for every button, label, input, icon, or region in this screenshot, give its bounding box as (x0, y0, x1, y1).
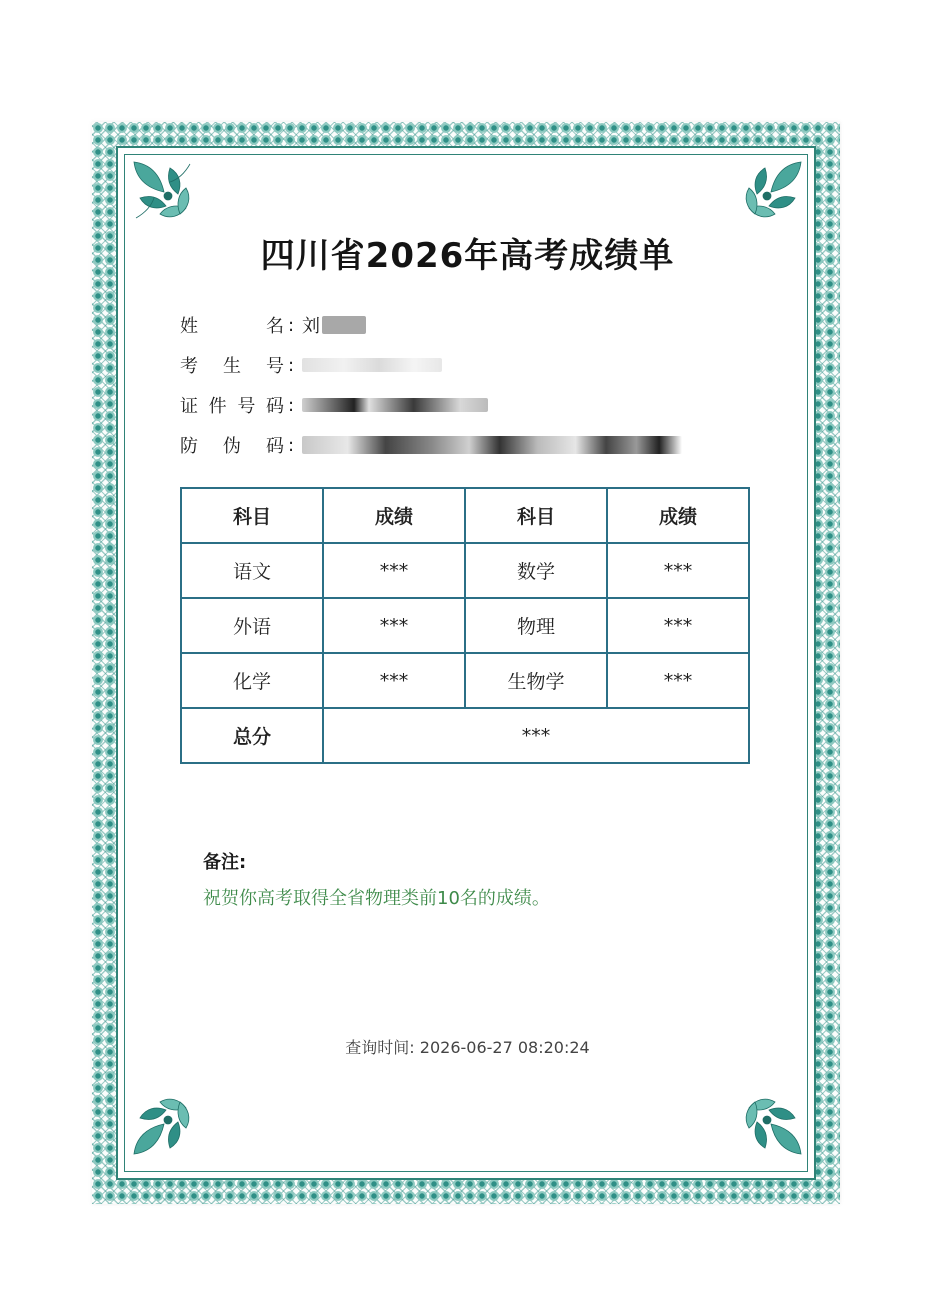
subject-cell: 外语 (181, 598, 323, 653)
total-score-cell: *** (323, 708, 749, 763)
subject-cell: 物理 (465, 598, 607, 653)
query-time-label: 查询时间: (345, 1038, 415, 1057)
score-cell: *** (323, 543, 465, 598)
corner-ornament-icon (130, 158, 198, 226)
page-title: 四川省2026年高考成绩单 (260, 236, 675, 276)
info-row-exam-number: 考 生 号 : (180, 345, 740, 385)
score-table (180, 487, 750, 764)
score-cell: *** (607, 653, 749, 708)
table-total-row (181, 708, 749, 763)
corner-ornament-icon (130, 1090, 198, 1158)
table-row (181, 653, 749, 708)
subject-cell: 生物学 (465, 653, 607, 708)
subject-cell: 语文 (181, 543, 323, 598)
remark-text: 祝贺你高考取得全省物理类前10名的成绩。 (203, 888, 550, 909)
info-row-name: 姓 名 : 刘 (180, 305, 740, 345)
student-info (180, 305, 740, 465)
corner-ornament-icon (737, 1090, 805, 1158)
table-header-cell: 科目 (181, 488, 323, 543)
redaction-mark (322, 316, 366, 334)
redaction-mark (302, 398, 488, 412)
subject-cell: 数学 (465, 543, 607, 598)
table-header-cell: 成绩 (323, 488, 465, 543)
score-cell: *** (607, 598, 749, 653)
query-time (0, 1035, 935, 1058)
info-label: 姓 名 (180, 316, 284, 337)
redaction-mark (302, 358, 442, 372)
score-cell: *** (323, 653, 465, 708)
corner-ornament-icon (737, 158, 805, 226)
info-label: 证 件 号 码 (180, 396, 284, 417)
exam-number-value (302, 352, 740, 378)
score-cell: *** (323, 598, 465, 653)
subject-cell: 化学 (181, 653, 323, 708)
info-row-id-number: 证 件 号 码 : (180, 385, 740, 425)
score-cell: *** (607, 543, 749, 598)
name-value: 刘 (302, 312, 740, 338)
remark-label: 备注: (203, 852, 247, 873)
table-row (181, 598, 749, 653)
table-row (181, 543, 749, 598)
query-time-value: 2026-06-27 08:20:24 (419, 1038, 590, 1057)
id-number-value (302, 392, 740, 418)
table-header-row (181, 488, 749, 543)
security-code-value (302, 432, 740, 458)
info-row-security-code: 防 伪 码 : (180, 425, 740, 465)
redaction-mark (302, 436, 682, 454)
total-label-cell: 总分 (181, 708, 323, 763)
info-label: 防 伪 码 (180, 436, 284, 457)
table-header-cell: 科目 (465, 488, 607, 543)
table-header-cell: 成绩 (607, 488, 749, 543)
info-label: 考 生 号 (180, 356, 284, 377)
